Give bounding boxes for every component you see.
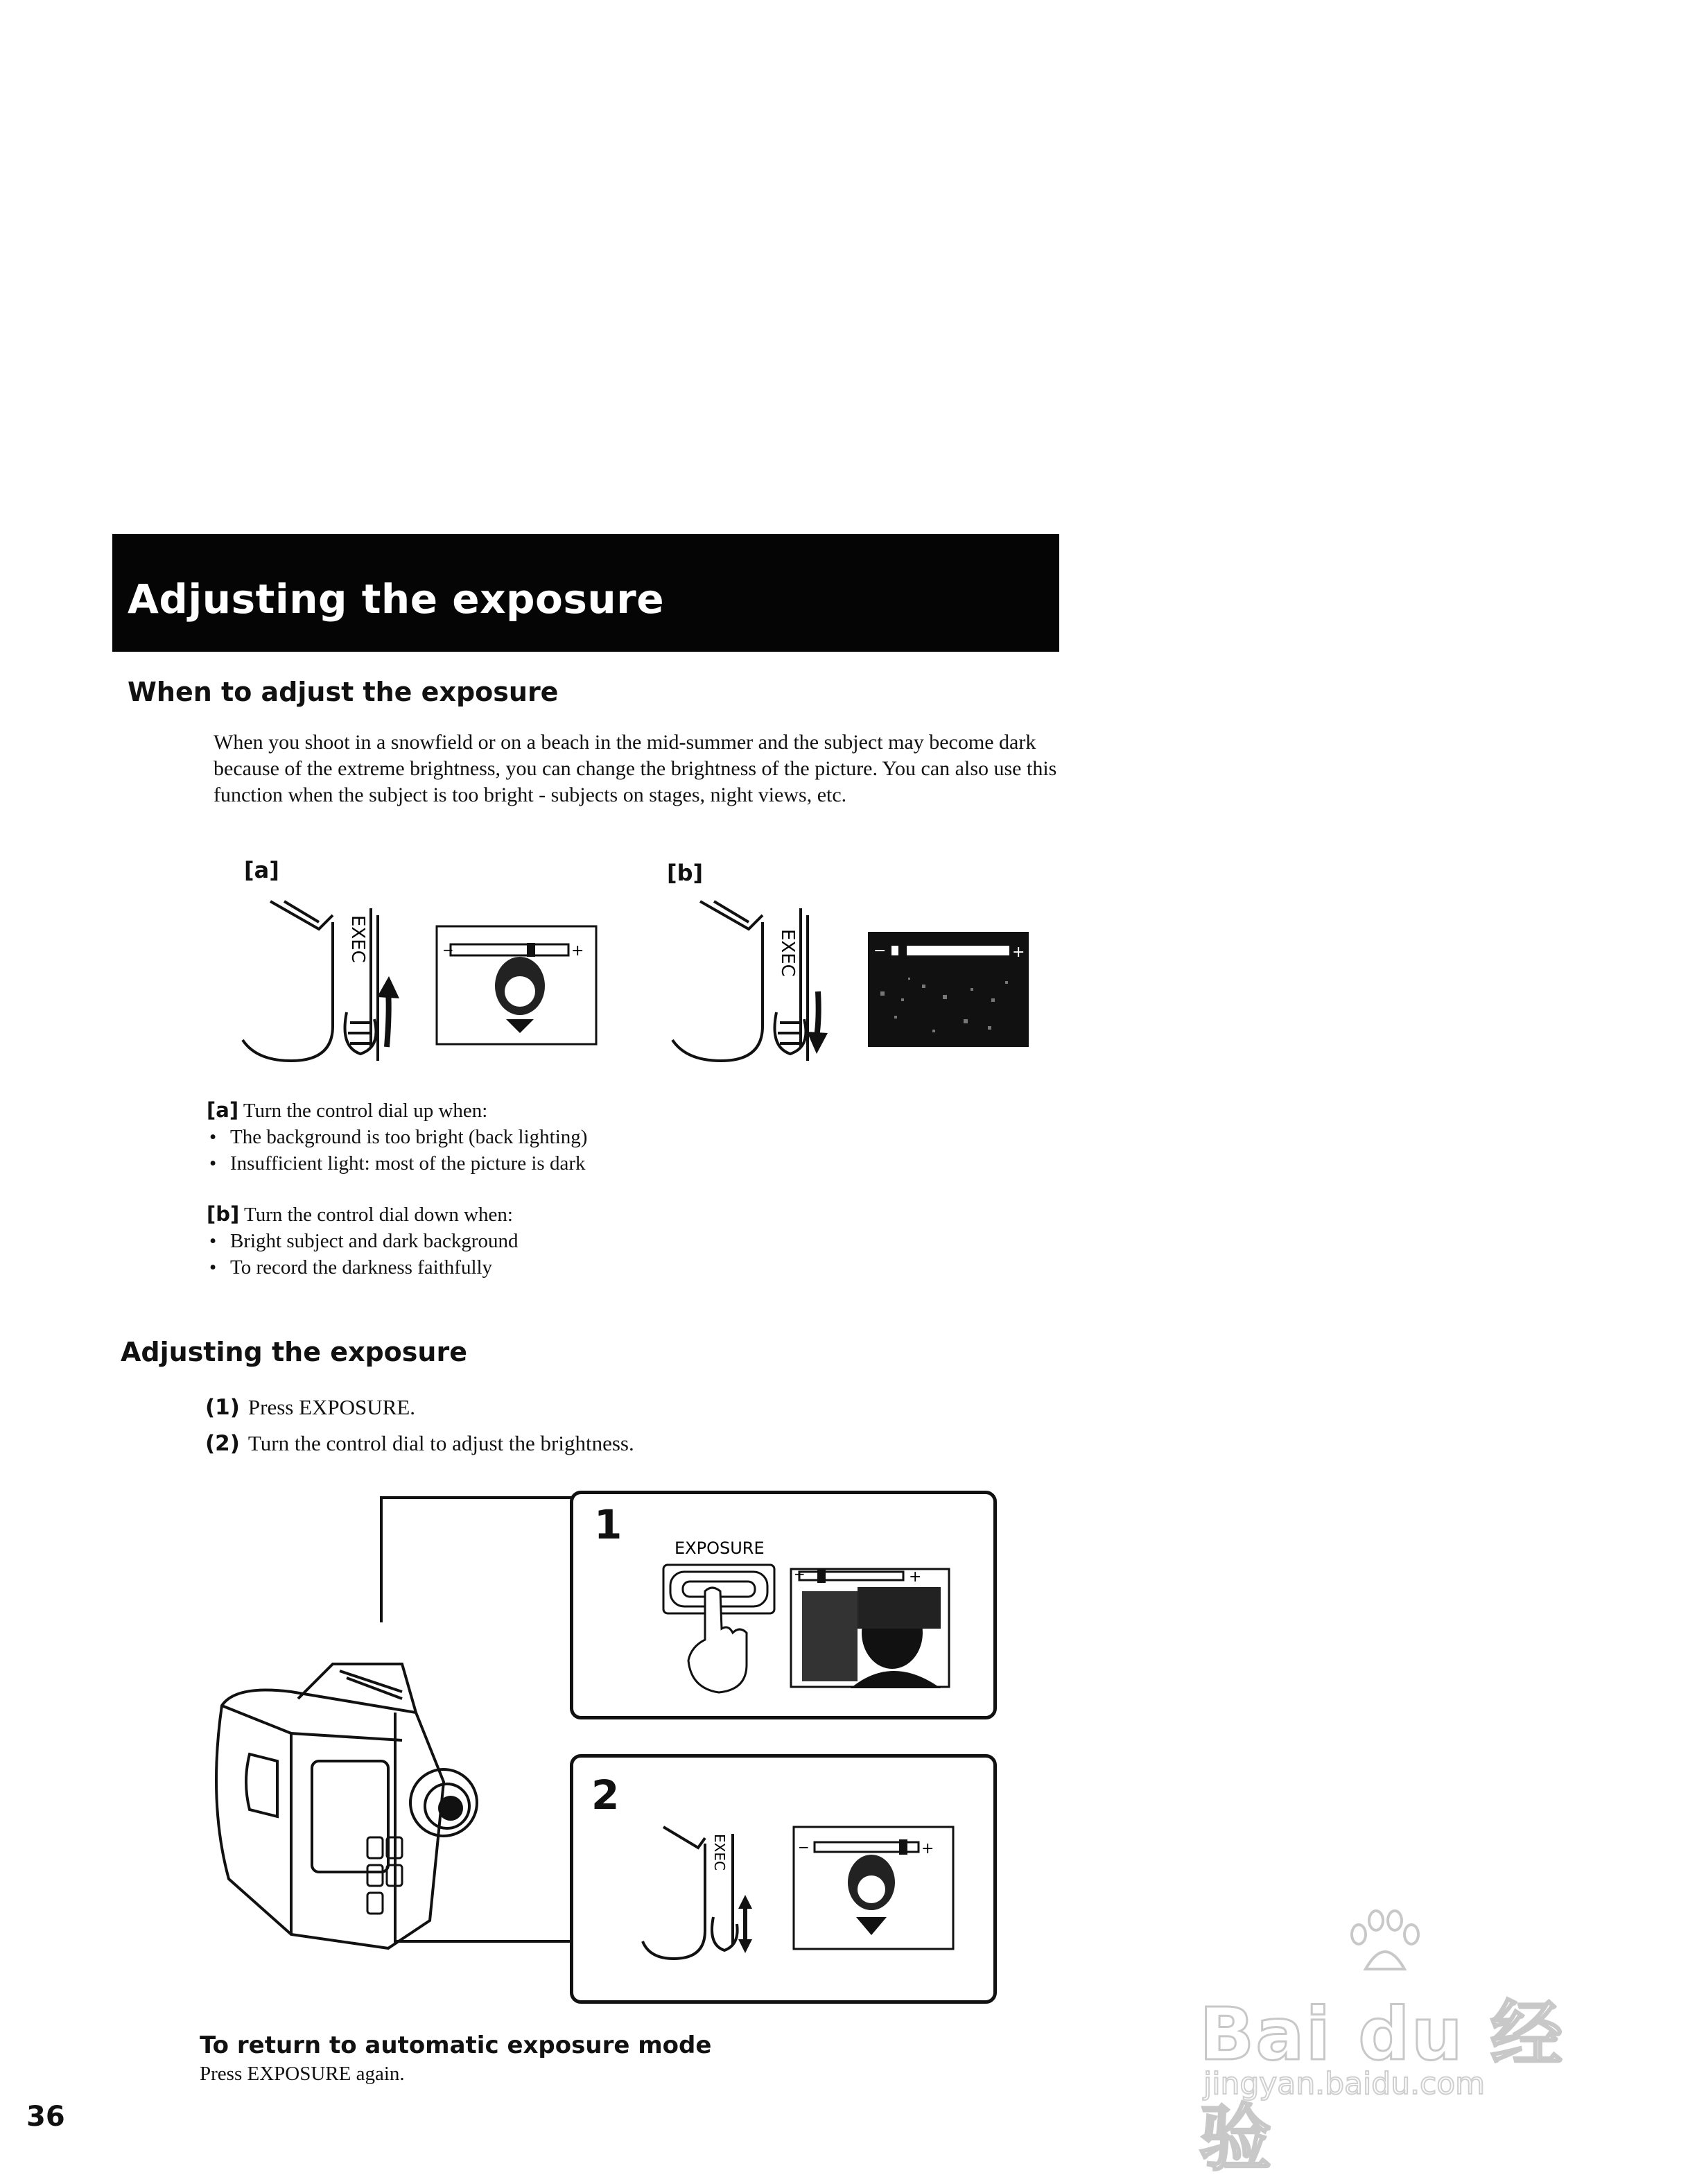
notes-b-tag: [b] bbox=[207, 1202, 240, 1226]
list-item: • To record the darkness faithfully bbox=[207, 1254, 519, 1281]
screen-preview-1 bbox=[791, 1566, 949, 1688]
notes-a-tag: [a] bbox=[207, 1098, 239, 1122]
notes-b-lead: Turn the control dial down when: bbox=[244, 1204, 513, 1226]
panel-step-2 bbox=[570, 1754, 997, 2004]
arrow-down-icon bbox=[807, 991, 828, 1054]
when-paragraph: When you shoot in a snowfield or on a beach in the mid-summer and the subject may become dark because of the extreme brightness, you can change the brightness of the picture. You can also use this function when the subject is too bright - subjects on stages, night views, etc. bbox=[214, 731, 1057, 806]
notes-b bbox=[207, 1201, 519, 1281]
watermark-main: Bai du 经验 bbox=[1199, 1992, 1564, 2181]
adjusting-heading: Adjusting the exposure bbox=[121, 1337, 467, 1367]
step-2: (2) Turn the control dial to adjust the brightness. bbox=[205, 1431, 634, 1456]
section-banner bbox=[112, 534, 1059, 652]
panel-2-art bbox=[636, 1813, 989, 1993]
plus-sign: + bbox=[921, 1840, 934, 1857]
page-number: 36 bbox=[26, 2101, 65, 2133]
panel-2-number: 2 bbox=[591, 1771, 620, 1819]
minus-sign: − bbox=[798, 1839, 810, 1855]
dark-screen-preview bbox=[868, 932, 1029, 1047]
control-dial-down-illustration bbox=[672, 901, 808, 1061]
camcorder-illustration bbox=[194, 1491, 582, 1976]
return-heading: To return to automatic exposure mode bbox=[200, 2031, 712, 2059]
plus-sign: + bbox=[1012, 944, 1025, 961]
panel-1-number: 1 bbox=[594, 1501, 623, 1548]
list-item: • Bright subject and dark background bbox=[207, 1228, 519, 1254]
minus-sign: − bbox=[873, 942, 887, 960]
figure-a-label: [a] bbox=[244, 857, 279, 883]
when-heading: When to adjust the exposure bbox=[128, 677, 559, 707]
panel-step-1 bbox=[570, 1491, 997, 1719]
arrow-up-down-icon bbox=[738, 1895, 752, 1953]
panel-1-art bbox=[643, 1529, 989, 1709]
bright-screen-preview bbox=[437, 926, 596, 1044]
list-item: • Insufficient light: most of the picture is dark bbox=[207, 1150, 587, 1177]
exec-label: EXEC bbox=[347, 915, 368, 963]
exposure-button-label: EXPOSURE bbox=[675, 1539, 765, 1558]
page-title: Adjusting the exposure bbox=[128, 575, 665, 623]
plus-sign: + bbox=[571, 942, 584, 960]
exec-label: EXEC bbox=[777, 929, 798, 977]
screen-preview-2 bbox=[794, 1827, 953, 1949]
minus-sign: − bbox=[794, 1566, 806, 1582]
connector-line-1 bbox=[381, 1498, 575, 1622]
steps-list bbox=[205, 1389, 634, 1462]
return-text: Press EXPOSURE again. bbox=[200, 2063, 405, 2085]
figure-b bbox=[659, 887, 1047, 1068]
plus-sign: + bbox=[909, 1568, 922, 1586]
exec-label: EXEC bbox=[711, 1834, 728, 1871]
camcorder-controls bbox=[367, 1837, 402, 1914]
watermark-sub: jingyan.baidu.com bbox=[1203, 2066, 1486, 2101]
baidu-watermark bbox=[1199, 1907, 1594, 2181]
paw-icon bbox=[1345, 1907, 1421, 1976]
notes-a bbox=[207, 1097, 587, 1177]
figure-a bbox=[229, 887, 617, 1068]
step-1: (1) Press EXPOSURE. bbox=[205, 1395, 416, 1420]
list-item: • The background is too bright (back lighting) bbox=[207, 1124, 587, 1150]
arrow-up-icon bbox=[377, 976, 399, 1047]
notes-a-lead: Turn the control dial up when: bbox=[243, 1100, 488, 1122]
figure-b-label: [b] bbox=[667, 860, 704, 886]
minus-sign: − bbox=[442, 942, 454, 958]
pointing-hand-icon bbox=[688, 1588, 747, 1692]
